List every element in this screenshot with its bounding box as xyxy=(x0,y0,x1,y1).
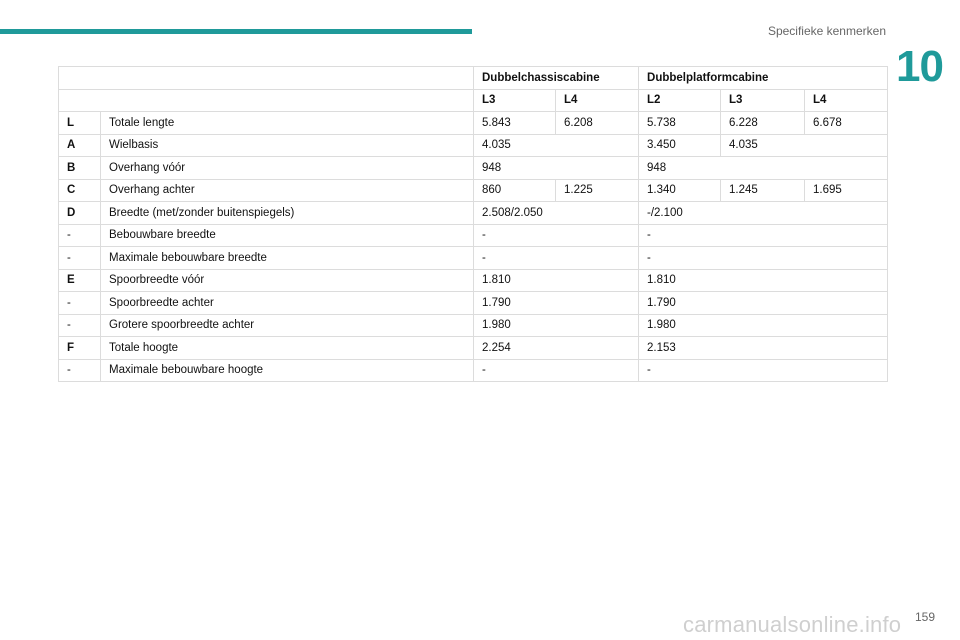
value-cell: 1.225 xyxy=(556,179,639,202)
value-cell: 948 xyxy=(474,157,639,180)
table-row xyxy=(59,269,888,292)
row-label: Breedte (met/zonder buitenspiegels) xyxy=(101,202,474,225)
value-cell: 1.790 xyxy=(639,292,888,315)
value-cell: 3.450 xyxy=(639,134,721,157)
table-subheader-row xyxy=(59,89,888,112)
value-cell: 2.153 xyxy=(639,337,888,360)
row-code: - xyxy=(59,292,101,315)
value-cell: 1.810 xyxy=(474,269,639,292)
table-row xyxy=(59,202,888,225)
table-row xyxy=(59,157,888,180)
table-row xyxy=(59,224,888,247)
row-code: L xyxy=(59,112,101,135)
row-code: C xyxy=(59,179,101,202)
group-header-dubbelchassiscabine: Dubbelchassiscabine xyxy=(474,67,639,90)
group-header-dubbelplatformcabine: Dubbelplatformcabine xyxy=(639,67,888,90)
subheader-cell: L2 xyxy=(639,89,721,112)
value-cell: 5.738 xyxy=(639,112,721,135)
value-cell: 1.340 xyxy=(639,179,721,202)
value-cell: -/2.100 xyxy=(639,202,888,225)
row-code: B xyxy=(59,157,101,180)
value-cell: 1.980 xyxy=(639,314,888,337)
row-label: Wielbasis xyxy=(101,134,474,157)
value-cell: - xyxy=(639,224,888,247)
value-cell: 4.035 xyxy=(721,134,888,157)
value-cell: 6.228 xyxy=(721,112,805,135)
value-cell: - xyxy=(474,359,639,382)
row-code: - xyxy=(59,247,101,270)
table-row xyxy=(59,337,888,360)
value-cell: 2.254 xyxy=(474,337,639,360)
header-accent-bar xyxy=(0,29,472,34)
empty-header-cell xyxy=(59,67,474,90)
row-label: Maximale bebouwbare hoogte xyxy=(101,359,474,382)
row-code: - xyxy=(59,314,101,337)
value-cell: 4.035 xyxy=(474,134,639,157)
row-code: F xyxy=(59,337,101,360)
table-row xyxy=(59,247,888,270)
row-label: Grotere spoorbreedte achter xyxy=(101,314,474,337)
row-code: - xyxy=(59,359,101,382)
value-cell: 1.790 xyxy=(474,292,639,315)
dimensions-table xyxy=(58,66,888,382)
table-row xyxy=(59,179,888,202)
row-label: Bebouwbare breedte xyxy=(101,224,474,247)
row-code: E xyxy=(59,269,101,292)
value-cell: 860 xyxy=(474,179,556,202)
table-row xyxy=(59,134,888,157)
value-cell: 1.245 xyxy=(721,179,805,202)
row-code: A xyxy=(59,134,101,157)
value-cell: 6.208 xyxy=(556,112,639,135)
value-cell: 948 xyxy=(639,157,888,180)
table-group-header-row xyxy=(59,67,888,90)
subheader-cell: L4 xyxy=(556,89,639,112)
value-cell: 1.695 xyxy=(805,179,888,202)
row-label: Overhang achter xyxy=(101,179,474,202)
subheader-cell: L3 xyxy=(721,89,805,112)
subheader-cell: L4 xyxy=(805,89,888,112)
chapter-number: 10 xyxy=(896,42,943,91)
row-code: D xyxy=(59,202,101,225)
value-cell: - xyxy=(639,359,888,382)
row-label: Spoorbreedte vóór xyxy=(101,269,474,292)
table-row xyxy=(59,314,888,337)
value-cell: 1.980 xyxy=(474,314,639,337)
page-number: 159 xyxy=(915,610,936,624)
value-cell: 1.810 xyxy=(639,269,888,292)
row-label: Spoorbreedte achter xyxy=(101,292,474,315)
value-cell: 6.678 xyxy=(805,112,888,135)
row-label: Totale hoogte xyxy=(101,337,474,360)
table-row xyxy=(59,112,888,135)
watermark: carmanualsonline.info xyxy=(683,612,902,637)
table-row xyxy=(59,292,888,315)
empty-header-cell xyxy=(59,89,474,112)
row-label: Maximale bebouwbare breedte xyxy=(101,247,474,270)
section-title: Specifieke kenmerken xyxy=(767,24,886,38)
value-cell: - xyxy=(474,224,639,247)
row-label: Totale lengte xyxy=(101,112,474,135)
value-cell: - xyxy=(639,247,888,270)
table-row xyxy=(59,359,888,382)
value-cell: 2.508/2.050 xyxy=(474,202,639,225)
row-code: - xyxy=(59,224,101,247)
value-cell: - xyxy=(474,247,639,270)
value-cell: 5.843 xyxy=(474,112,556,135)
subheader-cell: L3 xyxy=(474,89,556,112)
row-label: Overhang vóór xyxy=(101,157,474,180)
